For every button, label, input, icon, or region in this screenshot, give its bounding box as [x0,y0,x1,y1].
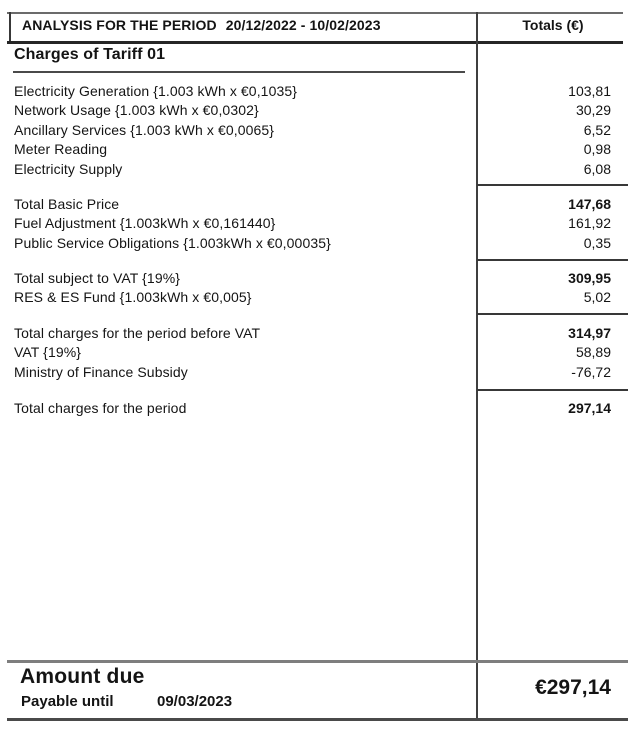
charge-label: Total charges for the period [14,399,187,416]
charge-row [0,194,630,214]
charge-row [0,101,630,121]
charges-group-vat-subsidy [0,323,630,382]
charge-value: 161,92 [568,215,611,232]
charge-label: Public Service Obligations {1.003kWh x €0,00035} [14,234,331,251]
charges-group-grand-total [0,398,630,418]
charge-value: 0,98 [583,141,611,158]
charge-row [0,81,630,101]
totals-column-header: Totals (€) [522,17,584,33]
charge-label: Ministry of Finance Subsidy [14,363,188,380]
charge-value: -76,72 [571,363,611,380]
charge-label: Network Usage {1.003 kWh x €0,0302} [14,102,259,119]
charge-row [0,323,630,343]
amount-due-value: €297,14 [535,676,611,699]
header-left-border [9,12,11,42]
charge-total-value: 147,68 [568,195,611,212]
charge-label: Total subject to VAT {19%} [14,269,181,286]
totals-separator-1 [477,184,628,186]
charge-row [0,288,630,308]
charge-total-value: 297,14 [568,399,611,416]
charge-label: Fuel Adjustment {1.003kWh x €0,161440} [14,215,276,232]
charge-value: 58,89 [575,344,611,361]
charge-total-value: 314,97 [568,324,611,341]
charge-row [0,120,630,140]
amount-due-label: Amount due [20,665,145,688]
analysis-title: ANALYSIS FOR THE PERIOD [22,17,217,33]
charge-label: Ancillary Services {1.003 kWh x €0,0065} [14,121,275,138]
footer-bottom-border [7,718,628,721]
charge-label: Electricity Supply [14,160,123,177]
payable-until-row [21,693,232,710]
charges-group-adjustments [0,194,630,253]
charge-value: 0,35 [583,234,611,251]
charge-label: RES & ES Fund {1.003kWh x €0,005} [14,289,252,306]
charge-row [0,214,630,234]
charge-row [0,362,630,382]
charges-group-basic [0,81,630,179]
header-bottom-border [7,41,623,44]
charge-value: 103,81 [568,82,611,99]
totals-separator-3 [477,313,628,315]
footer-top-border [7,660,628,663]
charge-label: Electricity Generation {1.003 kWh x €0,1035} [14,82,298,99]
charge-value: 6,08 [583,160,611,177]
charges-group-vat-base [0,268,630,307]
section-title-underline [13,71,465,73]
table-top-border [7,12,623,14]
totals-separator-2 [477,259,628,261]
charge-row [0,268,630,288]
charge-total-value: 309,95 [568,269,611,286]
charge-row [0,159,630,179]
charge-label: VAT {19%} [14,344,82,361]
analysis-period-dates: 20/12/2022 - 10/02/2023 [225,17,381,33]
charge-label: Meter Reading [14,141,108,158]
charge-value: 5,02 [583,289,611,306]
charge-value: 6,52 [583,121,611,138]
charge-row [0,398,630,418]
totals-separator-4 [477,389,628,391]
tariff-section-title: Charges of Tariff 01 [14,46,166,63]
charge-row [0,233,630,253]
analysis-period-header [22,17,381,33]
charge-label: Total charges for the period before VAT [14,324,261,341]
charge-value: 30,29 [575,102,611,119]
payable-until-label: Payable until [21,693,114,710]
charge-label: Total Basic Price [14,195,120,212]
charge-row [0,140,630,160]
charge-row [0,343,630,363]
payable-until-date: 09/03/2023 [157,693,233,710]
